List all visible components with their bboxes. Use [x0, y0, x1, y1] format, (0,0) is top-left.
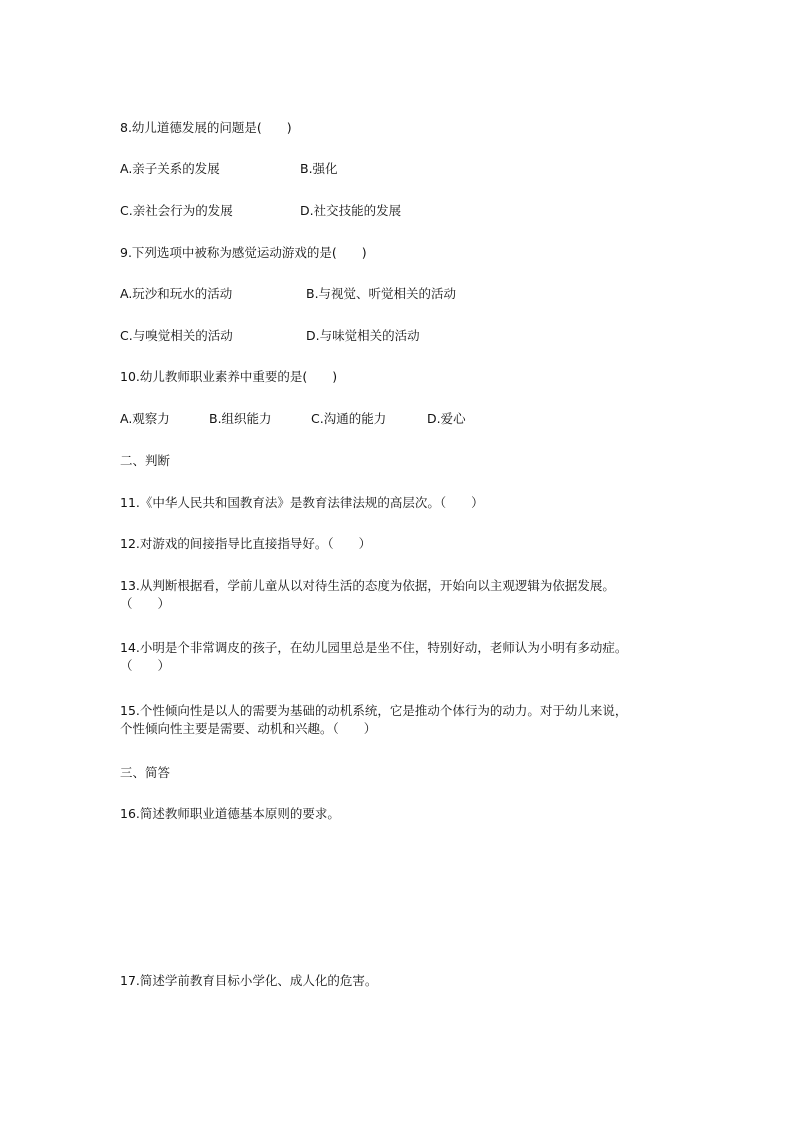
question-10-stem: 10.幼儿教师职业素养中重要的是( ) [120, 369, 338, 384]
question-8-option-c: C.亲社会行为的发展 [120, 203, 233, 218]
section-3-title: 三、简答 [120, 765, 171, 780]
question-8-option-b: B.强化 [300, 161, 338, 176]
question-14-line-2: （ ） [120, 658, 171, 673]
question-15-line-1: 15.个性倾向性是以人的需要为基础的动机系统，它是推动个体行为的动力。对于幼儿来说， [120, 703, 628, 718]
question-11: 11.《中华人民共和国教育法》是教育法律法规的高层次。（ ） [120, 495, 484, 510]
question-9-option-d: D.与味觉相关的活动 [306, 328, 420, 343]
question-8-option-a: A.亲子关系的发展 [120, 161, 220, 176]
question-10-option-a: A.观察力 [120, 411, 170, 426]
question-10-option-d: D.爱心 [427, 411, 466, 426]
question-13-line-2: （ ） [120, 596, 171, 611]
question-8-option-d: D.社交技能的发展 [300, 203, 402, 218]
question-14-line-1: 14.小明是个非常调皮的孩子，在幼儿园里总是坐不住，特别好动，老师认为小明有多动症。 [120, 640, 628, 655]
question-17: 17.简述学前教育目标小学化、成人化的危害。 [120, 973, 378, 988]
question-9-option-b: B.与视觉、听觉相关的活动 [306, 286, 457, 301]
question-16: 16.简述教师职业道德基本原则的要求。 [120, 806, 340, 821]
question-10-option-b: B.组织能力 [209, 411, 272, 426]
question-15-line-2: 个性倾向性主要是需要、动机和兴趣。（ ） [120, 721, 377, 736]
question-13-line-1: 13.从判断根据看，学前儿童从以对待生活的态度为依据，开始向以主观逻辑为依据发展。 [120, 578, 615, 593]
question-12: 12.对游戏的间接指导比直接指导好。（ ） [120, 536, 372, 551]
question-10-option-c: C.沟通的能力 [311, 411, 387, 426]
section-2-title: 二、判断 [120, 453, 171, 468]
question-9-option-c: C.与嗅觉相关的活动 [120, 328, 233, 343]
question-9-stem: 9.下列选项中被称为感觉运动游戏的是( ) [120, 245, 367, 260]
question-8-stem: 8.幼儿道德发展的问题是( ) [120, 120, 292, 135]
question-9-option-a: A.玩沙和玩水的活动 [120, 286, 233, 301]
